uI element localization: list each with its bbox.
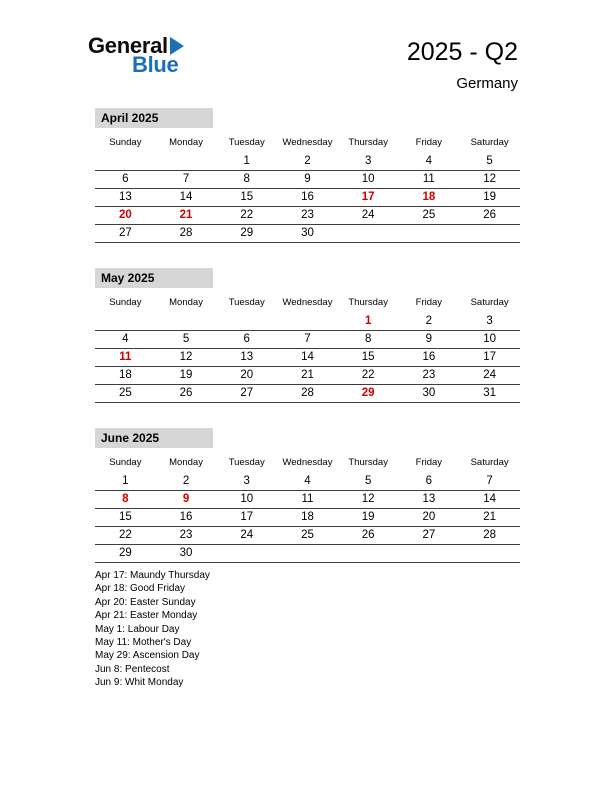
holiday-item: Apr 18: Good Friday <box>95 583 186 595</box>
date-cell: 16 <box>156 509 217 527</box>
month-grid <box>95 455 520 563</box>
date-cell: 17 <box>216 509 277 527</box>
date-cell: 3 <box>459 313 520 331</box>
month-section-june-2025 <box>95 428 520 563</box>
date-cell: 6 <box>216 331 277 349</box>
date-cell: 22 <box>216 207 277 225</box>
date-cell: 23 <box>399 367 460 385</box>
date-cell: 18 <box>95 367 156 385</box>
week-row <box>95 473 520 491</box>
week-row <box>95 189 520 207</box>
date-cell: 4 <box>277 473 338 491</box>
date-cell: 9 <box>156 491 217 509</box>
date-cell: 11 <box>399 171 460 189</box>
holiday-item: May 1: Labour Day <box>95 623 180 635</box>
logo-text-general: General <box>88 33 168 58</box>
weekday-header: Saturday <box>470 457 509 468</box>
weekday-header: Sunday <box>109 137 142 148</box>
date-cell: 24 <box>216 527 277 545</box>
date-cell: 20 <box>95 207 156 225</box>
date-cell: 31 <box>459 385 520 403</box>
date-cell: 1 <box>216 153 277 171</box>
empty-cell <box>216 313 277 331</box>
date-cell: 15 <box>95 509 156 527</box>
date-cell: 15 <box>216 189 277 207</box>
date-cell: 30 <box>156 545 217 563</box>
date-cell: 21 <box>156 207 217 225</box>
weekday-header: Tuesday <box>228 457 265 468</box>
date-cell: 22 <box>95 527 156 545</box>
date-cell: 25 <box>277 527 338 545</box>
title-block <box>407 38 518 92</box>
weekday-header: Monday <box>169 457 203 468</box>
date-cell: 5 <box>459 153 520 171</box>
date-cell: 26 <box>156 385 217 403</box>
date-cell: 7 <box>277 331 338 349</box>
date-cell: 26 <box>459 207 520 225</box>
weekday-header: Tuesday <box>228 137 265 148</box>
month-grid <box>95 135 520 243</box>
date-cell: 30 <box>277 225 338 243</box>
week-row <box>95 171 520 189</box>
date-cell: 11 <box>95 349 156 367</box>
weekday-header: Thursday <box>348 297 388 308</box>
date-cell: 8 <box>338 331 399 349</box>
empty-cell <box>216 545 277 563</box>
week-row <box>95 153 520 171</box>
date-cell: 23 <box>156 527 217 545</box>
date-cell: 19 <box>338 509 399 527</box>
holiday-item: Apr 21: Easter Monday <box>95 610 198 622</box>
weekday-header: Monday <box>169 297 203 308</box>
week-row <box>95 527 520 545</box>
date-cell: 23 <box>277 207 338 225</box>
date-cell: 3 <box>338 153 399 171</box>
month-section-may-2025 <box>95 268 520 403</box>
date-cell: 2 <box>399 313 460 331</box>
week-row <box>95 313 520 331</box>
months <box>95 108 520 588</box>
date-cell: 3 <box>216 473 277 491</box>
date-cell: 16 <box>399 349 460 367</box>
date-cell: 27 <box>95 225 156 243</box>
date-cell: 21 <box>277 367 338 385</box>
weekday-header: Tuesday <box>228 297 265 308</box>
date-cell: 22 <box>338 367 399 385</box>
week-row <box>95 225 520 243</box>
empty-cell <box>459 545 520 563</box>
date-cell: 29 <box>216 225 277 243</box>
date-cell: 6 <box>399 473 460 491</box>
date-cell: 4 <box>95 331 156 349</box>
week-row <box>95 509 520 527</box>
weekday-header: Wednesday <box>282 137 333 148</box>
date-cell: 13 <box>216 349 277 367</box>
date-cell: 28 <box>459 527 520 545</box>
date-cell: 19 <box>459 189 520 207</box>
date-cell: 5 <box>156 331 217 349</box>
date-cell: 24 <box>338 207 399 225</box>
date-cell: 29 <box>338 385 399 403</box>
date-cell: 25 <box>399 207 460 225</box>
empty-cell <box>95 153 156 171</box>
date-cell: 11 <box>277 491 338 509</box>
date-cell: 27 <box>399 527 460 545</box>
weekday-header: Friday <box>415 297 443 308</box>
weekday-header: Monday <box>169 137 203 148</box>
month-grid <box>95 295 520 403</box>
date-cell: 28 <box>156 225 217 243</box>
weekday-header: Wednesday <box>282 457 333 468</box>
date-cell: 28 <box>277 385 338 403</box>
date-cell: 21 <box>459 509 520 527</box>
weekday-header: Thursday <box>348 457 388 468</box>
date-cell: 10 <box>459 331 520 349</box>
holiday-list <box>95 569 210 690</box>
date-cell: 9 <box>399 331 460 349</box>
date-cell: 14 <box>277 349 338 367</box>
date-cell: 30 <box>399 385 460 403</box>
date-cell: 1 <box>95 473 156 491</box>
weekday-header: Sunday <box>109 297 142 308</box>
date-cell: 13 <box>399 491 460 509</box>
week-row <box>95 367 520 385</box>
holiday-item: Apr 20: Easter Sunday <box>95 596 196 608</box>
date-cell: 29 <box>95 545 156 563</box>
date-cell: 5 <box>338 473 399 491</box>
date-cell: 24 <box>459 367 520 385</box>
date-cell: 17 <box>459 349 520 367</box>
date-cell: 18 <box>399 189 460 207</box>
date-cell: 2 <box>277 153 338 171</box>
weekday-header: Saturday <box>470 137 509 148</box>
weekday-header-row <box>95 135 520 153</box>
month-title: June 2025 <box>95 428 213 448</box>
empty-cell <box>459 225 520 243</box>
date-cell: 19 <box>156 367 217 385</box>
empty-cell <box>156 313 217 331</box>
week-row <box>95 349 520 367</box>
date-cell: 12 <box>459 171 520 189</box>
weekday-header: Friday <box>415 457 443 468</box>
general-blue-logo <box>88 33 184 77</box>
quarter-title: 2025 - Q2 <box>406 38 518 66</box>
date-cell: 18 <box>277 509 338 527</box>
date-cell: 7 <box>459 473 520 491</box>
weekday-header: Sunday <box>109 457 142 468</box>
empty-cell <box>338 545 399 563</box>
week-row <box>95 331 520 349</box>
date-cell: 20 <box>216 367 277 385</box>
holiday-item: May 11: Mother's Day <box>95 637 192 649</box>
holiday-item: Jun 8: Pentecost <box>95 663 170 675</box>
week-row <box>95 545 520 563</box>
week-row <box>95 491 520 509</box>
empty-cell <box>399 225 460 243</box>
month-section-april-2025 <box>95 108 520 243</box>
empty-cell <box>277 545 338 563</box>
date-cell: 2 <box>156 473 217 491</box>
date-cell: 27 <box>216 385 277 403</box>
date-cell: 4 <box>399 153 460 171</box>
date-cell: 20 <box>399 509 460 527</box>
date-cell: 6 <box>95 171 156 189</box>
country-label: Germany <box>456 75 518 92</box>
month-title: May 2025 <box>95 268 213 288</box>
date-cell: 8 <box>95 491 156 509</box>
date-cell: 7 <box>156 171 217 189</box>
date-cell: 8 <box>216 171 277 189</box>
empty-cell <box>277 313 338 331</box>
date-cell: 1 <box>338 313 399 331</box>
holiday-item: May 29: Ascension Day <box>95 650 200 662</box>
empty-cell <box>156 153 217 171</box>
empty-cell <box>338 225 399 243</box>
weekday-header: Thursday <box>348 137 388 148</box>
date-cell: 26 <box>338 527 399 545</box>
month-title: April 2025 <box>95 108 213 128</box>
weekday-header-row <box>95 295 520 313</box>
holiday-item: Jun 9: Whit Monday <box>95 677 184 689</box>
weekday-header: Friday <box>415 137 443 148</box>
date-cell: 14 <box>459 491 520 509</box>
date-cell: 15 <box>338 349 399 367</box>
date-cell: 12 <box>338 491 399 509</box>
logo-text-blue: Blue <box>132 52 179 77</box>
empty-cell <box>399 545 460 563</box>
date-cell: 13 <box>95 189 156 207</box>
weekday-header: Wednesday <box>282 297 333 308</box>
date-cell: 10 <box>216 491 277 509</box>
holiday-item: Apr 17: Maundy Thursday <box>95 570 210 581</box>
week-row <box>95 385 520 403</box>
date-cell: 25 <box>95 385 156 403</box>
date-cell: 10 <box>338 171 399 189</box>
date-cell: 14 <box>156 189 217 207</box>
weekday-header-row <box>95 455 520 473</box>
week-row <box>95 207 520 225</box>
date-cell: 12 <box>156 349 217 367</box>
weekday-header: Saturday <box>470 297 509 308</box>
date-cell: 16 <box>277 189 338 207</box>
date-cell: 17 <box>338 189 399 207</box>
date-cell: 9 <box>277 171 338 189</box>
empty-cell <box>95 313 156 331</box>
